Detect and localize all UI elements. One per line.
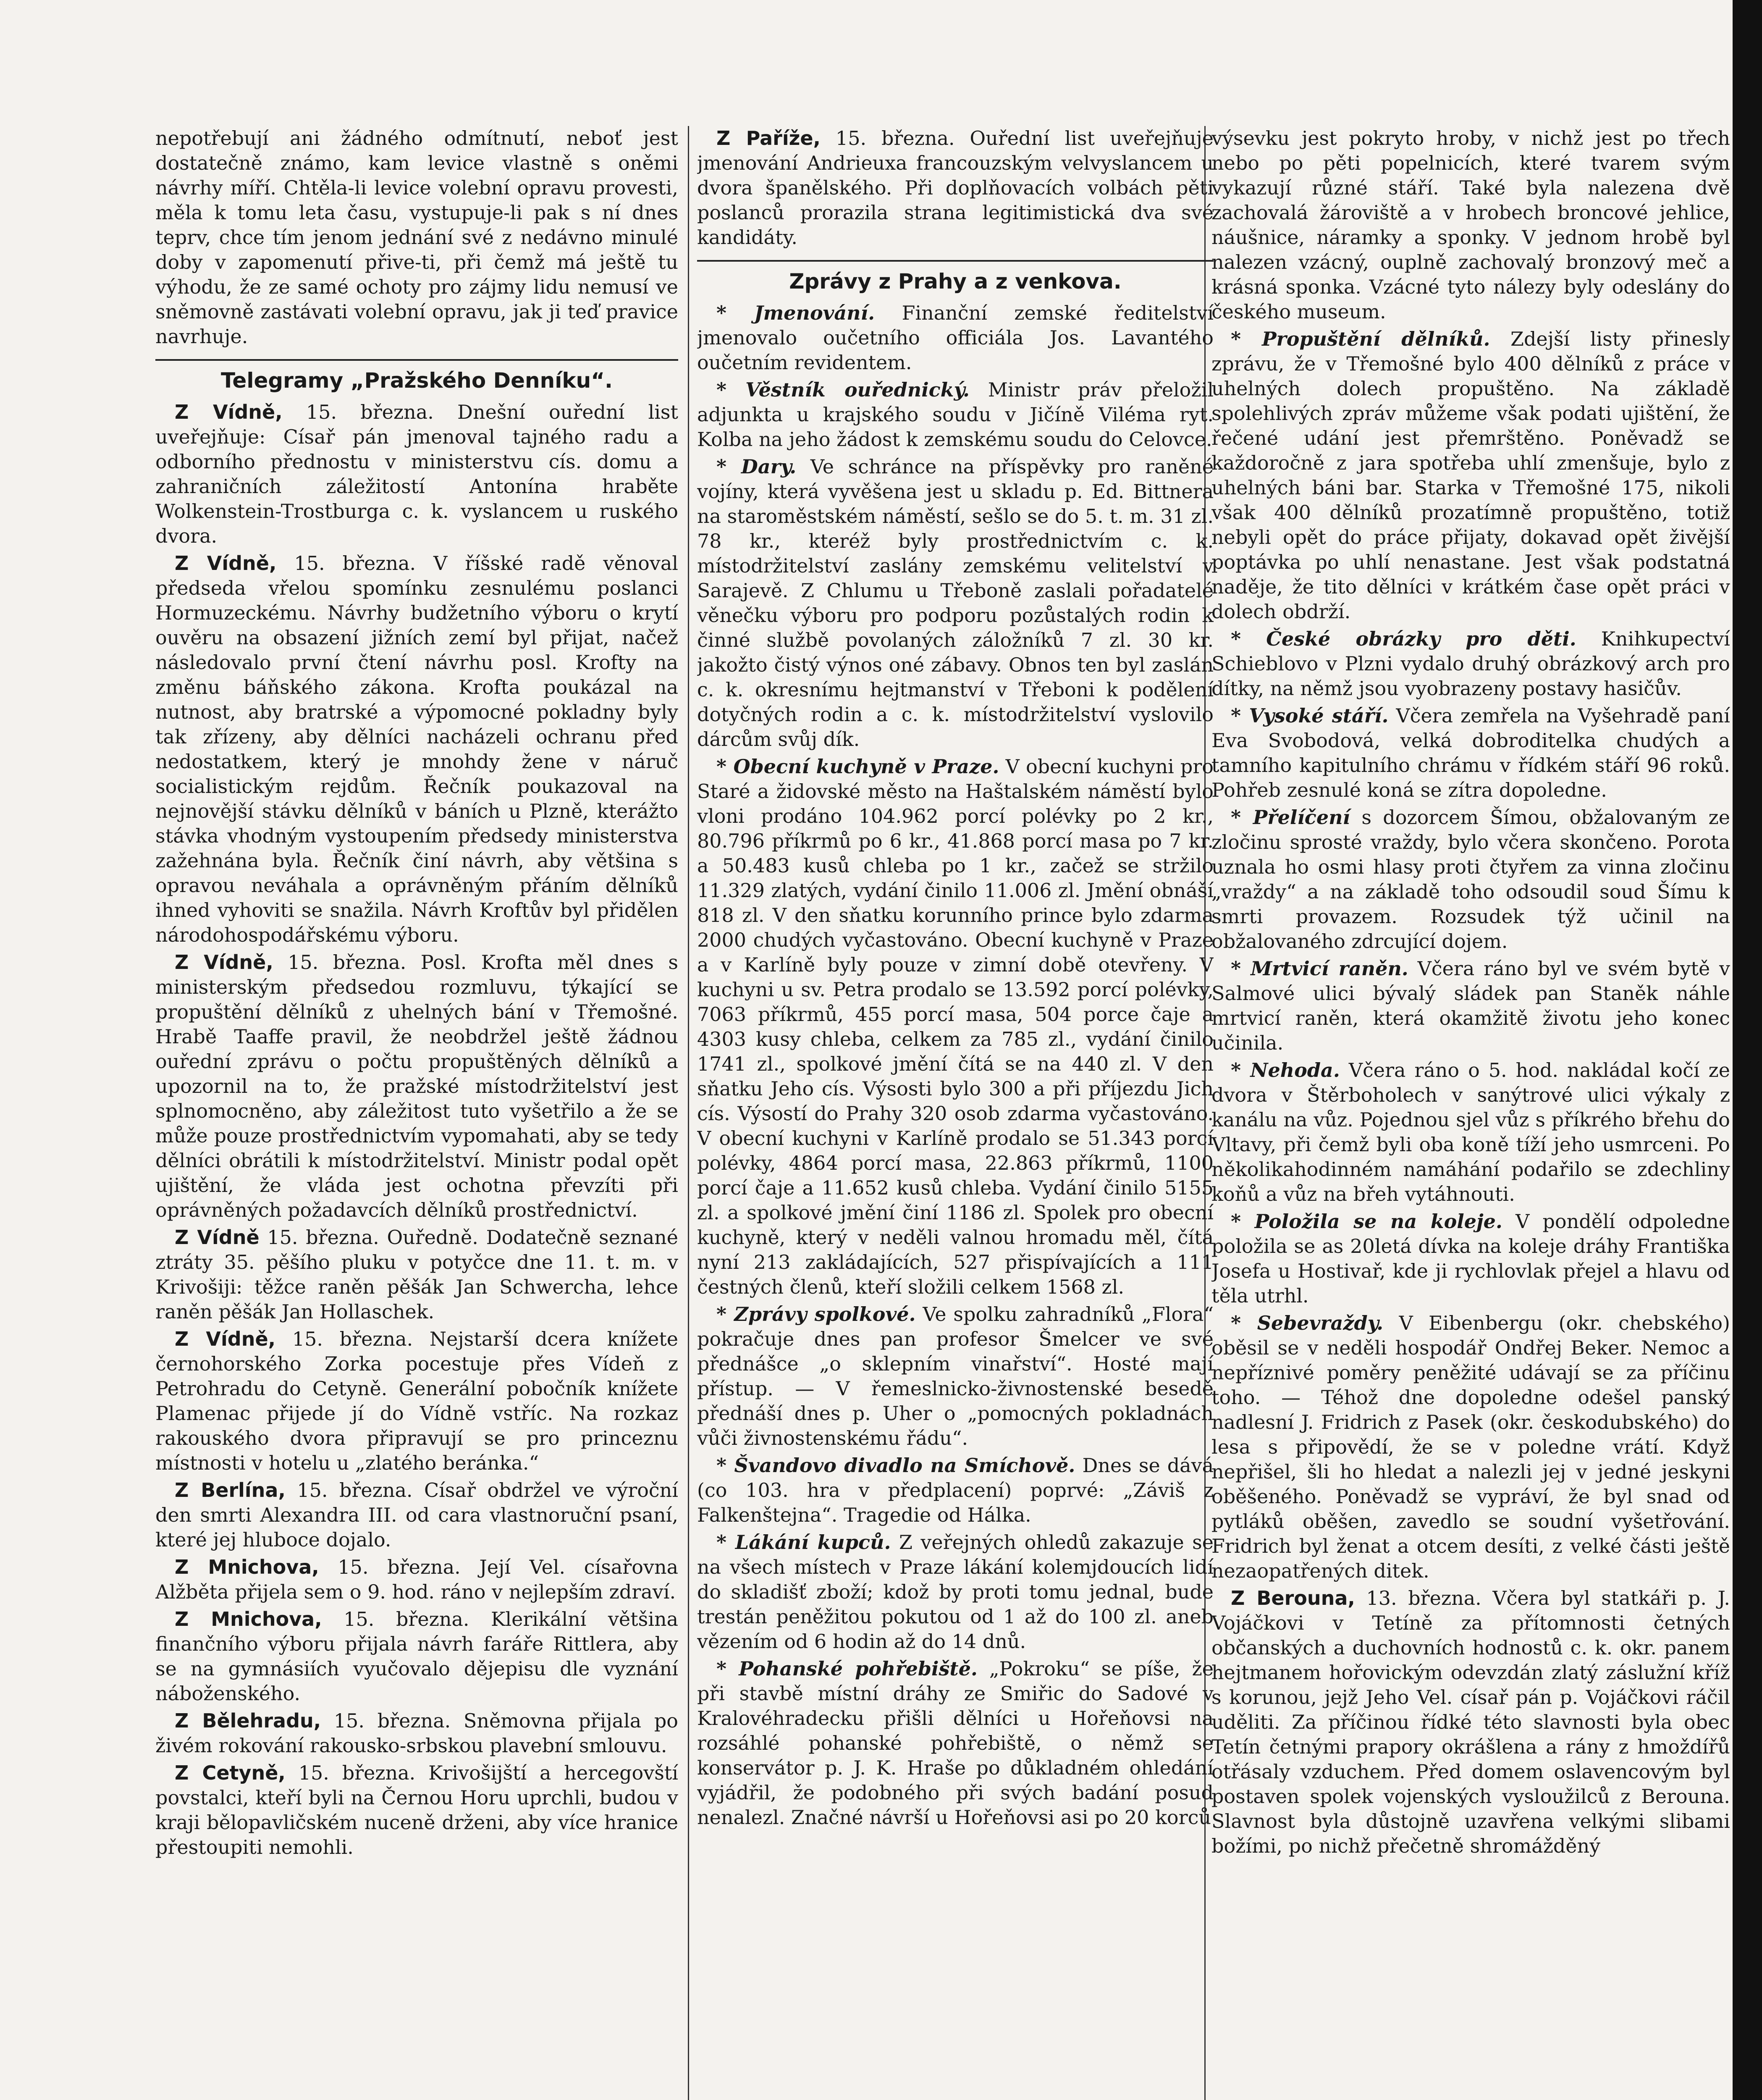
news-item bbox=[155, 1709, 678, 1758]
news-item bbox=[697, 1656, 1214, 1830]
item-keyword: * Věstník ouřednický. bbox=[716, 378, 970, 401]
item-keyword: * Sebevraždy. bbox=[1231, 1312, 1384, 1334]
item-text: 15. března. Krivošijští a hercegovští povstalci, kteří byli na Černou Horu uprchli, budou v kraji bělopavličském nuceně drženi, aby více hranice přestoupiti nemohli. bbox=[155, 1761, 678, 1858]
intro-paragraph: výsevku jest pokryto hroby, v nichž jest po třech nebo po pěti popelnicích, které tvarem svým vykazují různé stáří. Také byla nalezena dvě zachovalá žároviště a v hrobech broncové jehlice, náušnice, náramky a sponky. V jednom hrobě byl nalezen vzácný, ouplně zachovalý bronzový meč a krásná sponka. Vzácné tyto nálezy byly odeslány do českého museum. bbox=[1211, 127, 1730, 323]
news-item bbox=[155, 400, 678, 549]
column-3 bbox=[1211, 126, 1730, 2100]
item-keyword: * Jmenování. bbox=[716, 302, 875, 324]
news-item bbox=[697, 1530, 1214, 1654]
news-item bbox=[1211, 1586, 1730, 1858]
dateline: Z Berouna, bbox=[1231, 1587, 1355, 1609]
item-text: Ministr práv přeložil adjunkta u krajského soudu v Jičíně Viléma ryt. Kolba na jeho žádost k zemskému soudu do Celovce. bbox=[697, 378, 1214, 451]
item-keyword: * Mrtvicí raněn. bbox=[1231, 957, 1408, 980]
item-keyword: * České obrázky pro děti. bbox=[1231, 627, 1576, 650]
news-item bbox=[1211, 805, 1730, 954]
item-text: Včera ráno o 5. hod. nakládal kočí ze dvora v Štěrboholech v sanýtrové ulici výkaly z kanálu na vůz. Pojednou sjel vůz s příkrého břehu do Vltavy, při čemž byli oba koně tíží jeho usmrceni. Po několikahodinném namáhání podařilo se zdechliny koňů a vůz na břeh vytáhnouti. bbox=[1211, 1059, 1730, 1205]
news-item bbox=[697, 1453, 1214, 1528]
item-text: 15. března. Nejstarší dcera knížete černohorského Zorka pocestuje přes Vídeň z Petrohradu do Cetyně. Generální pobočník knížete Plamenac přijede jí do Vídně vstříc. Na rozkaz rakouského dvora připravují se pro princeznu místnosti v hotelu u „zlatého beránka.“ bbox=[155, 1328, 678, 1474]
item-text: Z veřejných ohledů zakazuje se na všech místech v Praze lákání kolemjdoucích lidí do skladišť zboží; kdož by proti tomu jednal, bude trestán peněžitou pokutou od 1 až do 100 zl. aneb vězením od 6 hodin až do 14 dnů. bbox=[697, 1531, 1214, 1653]
news-item bbox=[697, 754, 1214, 1299]
item-text: 15. března. Sněmovna přijala po živém rokování rakousko-srbskou plavební smlouvu. bbox=[155, 1709, 678, 1757]
news-item bbox=[155, 1327, 678, 1475]
item-keyword: * Pohanské pohřebiště. bbox=[716, 1657, 978, 1680]
dateline: Z Vídně, bbox=[175, 951, 273, 974]
news-item bbox=[155, 950, 678, 1223]
news-item bbox=[1211, 327, 1730, 624]
item-text: 15. března. Císař obdržel ve výroční den smrti Alexandra III. od cara vlastnoruční psaní, které jej hluboce dojalo. bbox=[155, 1479, 678, 1551]
item-text: 15. března. Její Vel. císařovna Alžběta přijela sem o 9. hod. ráno v nejlepším zdraví. bbox=[155, 1556, 678, 1603]
item-keyword: * Dary. bbox=[716, 455, 797, 478]
news-item bbox=[697, 126, 1214, 250]
item-text: 15. března. Posl. Krofta měl dnes s ministerským předsedou rozmluvu, týkající se propuštění dělníků z uhelných bání v Třemošné. Hrabě Taaffe pravil, že neobdržel ještě žádnou ouřední zprávu o počtu propuštěných dělníků a upozornil na to, že pražské místodržitelství jest splnomocněno, aby záležitost tuto vyšetřilo a že se může pouze prostřednictvím vypomahati, aby se tedy dělníci obrátili k místodržitelství. Ministr podal opět ujištění, že vláda jest ochotna převzíti při oprávněných požadavcích dělníků prostřednictví. bbox=[155, 951, 678, 1221]
item-keyword: * Nehoda. bbox=[1231, 1059, 1340, 1082]
item-text: 15. března. Ouřední list uveřejňuje jmenování Andrieuxa francouzským velvyslancem u dvora španělského. Při doplňovacích volbách pěti poslanců prorazila strana legitimistická dva své kandidáty. bbox=[697, 127, 1214, 249]
item-text: 15. března. V říšské radě věnoval předseda vřelou spomínku zesnulému poslanci Hormuzeckému. Návrhy budžetního výboru o krytí ouvěru na obsazení jižních zemí byl přijat, načež následovalo první čtení návrhu posl. Krofty na změnu báňského zákona. Krofta poukázal na nutnost, aby bratrské a výpomocné pokladny byly tak zřízeny, aby dělníci nacházeli ochranu před nedostatkem, který je mnohdy žene v náruč socialistickým rejdům. Řečník poukazoval na nejnovější stávku dělníků v báních u Plzně, kterážto stávka vhodným vystoupením předsedy ministerstva zažehnána byla. Řečník činí návrh, aby většina s opravou neváhala a oprávněným přáním dělníků ihned vyhoviti se snažila. Návrh Kroftův byl přidělen národohospodářskému výboru. bbox=[155, 552, 678, 946]
news-item bbox=[155, 1225, 678, 1324]
item-text: V Eibenbergu (okr. chebského) oběsil se v neděli hospodář Ondřej Beker. Nemoc a nepříznivé poměry peněžité udávají se za příčinu toho. — Téhož dne dopoledne odešel panský nadlesní J. Fridrich z Pasek (okr. českodubského) do lesa s připovědí, že se v poledne vrátí. Když nepřišel, šli ho hledat a nalezli jej v jedné jeskyni oběšeného. Poněvadž se vypráví, že byl snad od pytláků oběšen, zavedlo se soudní vyšetřování. Fridrich byl ženat a otcem desíti, z velké části ještě nezaopatřených ditek. bbox=[1211, 1312, 1730, 1582]
item-keyword: * Švandovo divadlo na Smíchově. bbox=[716, 1454, 1075, 1477]
intro-paragraph: nepotřebují ani žádného odmítnutí, neboť jest dostatečně známo, kam levice vlastně s oněmi návrhy míří. Chtěla-li levice volební opravu provesti, měla k tomu leta času, vystupuje-li pak s ní dnes teprv, chce tím jenom jednání své z nedávno minulé doby v zapomenutí přive-ti, při čemž má ještě tu výhodu, že ze samé ochoty pro zájmy lidu nemusí ve sněmovně zastávati volební opravu, jak ji teď pravice navrhuje. bbox=[155, 127, 678, 348]
dateline: Z Mnichova, bbox=[175, 1608, 322, 1630]
dateline: Z Vídně, bbox=[175, 401, 283, 423]
item-text: s dozorcem Šímou, obžalovaným ze zločinu sprosté vraždy, bylo včera skončeno. Porota uznala ho osmi hlasy proti čtyřem za vinna zločinu „vraždy“ a na základě toho odsoudil soud Šímu k smrti provazem. Rozsudek týž učinil na obžalovaného zdrcující dojem. bbox=[1211, 806, 1730, 953]
dateline: Z Berlína, bbox=[175, 1479, 286, 1502]
news-item bbox=[155, 1761, 678, 1860]
item-text: Dnes se dává (co 103. hra v předplacení) poprvé: „Záviš z Falkenštejna“. Tragedie od Hálka. bbox=[697, 1454, 1214, 1526]
news-item bbox=[1211, 1311, 1730, 1583]
dateline: Z Vídně, bbox=[175, 552, 277, 575]
column-1 bbox=[155, 126, 678, 2100]
news-item bbox=[697, 301, 1214, 375]
item-text: 15. března. Dnešní ouřední list uveřejňuje: Císař pán jmenoval tajného radu a odborního přednostu v ministerstvu cís. domu a zahraničních záležitostí Antonína hraběte Wolkenstein-Trostburga c. k. vyslancem u ruského dvora. bbox=[155, 401, 678, 547]
dateline: Z Mnichova, bbox=[175, 1556, 319, 1578]
item-keyword: * Položila se na koleje. bbox=[1231, 1210, 1502, 1233]
column-rule bbox=[688, 126, 689, 2100]
dateline: Z Paříže, bbox=[716, 127, 821, 150]
item-text: „Pokroku“ se píše, že při stavbě místní dráhy ze Smiřic do Sadové v Kralovéhradecku přišli dělníci u Hořeňovsi na rozsáhlé pohanské pohřebiště, o němž se konservátor p. J. K. Hraše po důkladném ohledání vyjádřil, že podobného při svých badání posud nenalezl. Značné návrší u Hořeňovsi asi po 20 korců bbox=[697, 1657, 1214, 1829]
news-item bbox=[697, 1302, 1214, 1451]
column-2 bbox=[697, 126, 1214, 2100]
news-item bbox=[155, 551, 678, 948]
item-text: Zdejší listy přinesly zprávu, že v Třemošné bylo 400 dělníků z práce v uhelných dolech propuštěno. Na základě spolehlivých zpráv můžeme však podati ujištění, že řečené udání jest přemrštěno. Poněvadž se každoročně z jara spotřeba uhlí zmenšuje, bylo z uhelných báni bar. Starka v Třemošné 175, nikoli však 400 dělníků prozatímně propuštěno, totiž nebyli opět do práce přijaty, dokavad opět živější poptávka po uhlí nenastane. Jest však podstatná naděje, že tito dělníci v krátkém čase opět práci v dolech obdrží. bbox=[1211, 328, 1730, 623]
dateline: Z Cetyně, bbox=[175, 1761, 286, 1784]
news-item bbox=[155, 1607, 678, 1706]
scan-edge bbox=[1733, 0, 1762, 2100]
item-text: Včera ráno byl ve svém bytě v Salmové ulici bývalý sládek pan Staněk náhle mrtvicí raněn, která okamžitě životu jeho konec učinila. bbox=[1211, 957, 1730, 1054]
item-text: Včera zemřela na Vyšehradě paní Eva Svobodová, velká dobroditelka chudých a tamního kapitulního chrámu v řídkém stáří 96 roků. Pohřeb zesnulé koná se zítra dopoledne. bbox=[1211, 704, 1730, 801]
item-keyword: * Zprávy spolkové. bbox=[716, 1303, 916, 1326]
dateline: Z Bělehradu, bbox=[175, 1709, 321, 1732]
item-keyword: * Lákání kupců. bbox=[716, 1531, 891, 1554]
news-item bbox=[697, 378, 1214, 452]
news-item bbox=[697, 454, 1214, 752]
item-text: 15. března. Ouředně. Dodatečně seznané ztráty 35. pěšího pluku v potyčce dne 11. t. m. v Krivošiji: těžce raněn pěšák Jan Schwercha, lehce raněn pěšák Jan Hollaschek. bbox=[155, 1226, 678, 1323]
item-keyword: * Vysoké stáří. bbox=[1231, 704, 1389, 727]
news-item bbox=[1211, 956, 1730, 1055]
item-keyword: * Propuštění dělníků. bbox=[1231, 328, 1490, 350]
section-heading: Telegramy „Pražského Denníku“. bbox=[155, 359, 678, 393]
news-item bbox=[1211, 704, 1730, 803]
dateline: Z Vídně, bbox=[175, 1328, 276, 1350]
item-text: Ve spolku zahradníků „Flora“ pokračuje dnes pan profesor Šmelcer ve své přednášce „o sklepním vinařství“. Hosté mají přístup. — V řemeslnicko-živnostenské besedě přednáší dnes p. Uher o „pomocných pokladnách vůči živnostenskému řádu“. bbox=[697, 1303, 1214, 1449]
section-heading: Zprávy z Prahy a z venkova. bbox=[697, 260, 1214, 294]
item-keyword: * Obecní kuchyně v Praze. bbox=[716, 755, 999, 778]
news-item bbox=[1211, 1209, 1730, 1308]
item-text: Ve schránce na příspěvky pro raněné vojíny, která vyvěšena jest u skladu p. Ed. Bittnera na staroměstském náměstí, sešlo se do 5. t. m. 31 zl. 78 kr., kteréž byly prostřednictvím c. k. místodržitelství zaslány zemskému velitelství v Sarajevě. Z Chlumu u Třeboně zaslali pořadatelé věnečku výboru pro podporu pozůstalých rodin k činné službě povolaných záložníků 7 zl. 30 kr. jakožto čistý výnos oné zábavy. Obnos ten byl zaslán c. k. okresnímu hejtmanství v Třeboni k podělení dotyčných rodin a c. k. místodržitelství vyslovilo dárcům svůj dík. bbox=[697, 455, 1214, 751]
news-item bbox=[155, 1478, 678, 1552]
dateline: Z Vídně bbox=[175, 1226, 260, 1249]
item-text: 15. března. Klerikální většina finančního výboru přijala návrh faráře Rittlera, aby se na gymnásiích vyučovalo dějepisu dle vyznání náboženského. bbox=[155, 1608, 678, 1705]
item-text: V pondělí odpoledne položila se as 20letá dívka na koleje dráhy Františka Josefa u Hostivař, kde ji rychlovlak přejel a hlavu od těla utrhl. bbox=[1211, 1210, 1730, 1307]
item-text: 13. března. Včera byl statkáři p. J. Vojáčkovi v Tetíně za přítomnosti četných občanských a duchovních hodnostů c. k. okr. panem hejtmanem hořovickým odevzdán zlatý záslužní kříž s korunou, jejž Jeho Vel. císař pán p. Vojáčkovi ráčil uděliti. Za příčinou řídké této slavnosti byla obec Tetín četnými prapory okrášlena a rány z hmoždířů otřásaly vzduchem. Před domem oslavencovým byl postaven spolek vojenských vysloužilců z Berouna. Slavnost byla důstojně uzavřena velkými slibami božími, po nichž přečetně shromážděný bbox=[1211, 1587, 1730, 1857]
news-item bbox=[1211, 1058, 1730, 1207]
item-text: V obecní kuchyni pro Staré a židovské město na Haštalském náměstí bylo vloni prodáno 104.962 porcí polévky po 2 kr., 80.796 příkrmů po 6 kr., 41.868 porcí masa po 7 kr. a 50.483 kusů chleba po 1 kr., začež se stržilo 11.329 zlatých, vydání činilo 11.006 zl. Jmění obnáší 818 zl. V den sňatku korunního prince bylo zdarma 2000 chudých vyčastováno. Obecní kuchyně v Praze a v Karlíně byly pouze v zimní době otevřeny. V kuchyni u sv. Petra prodalo se 13.592 porcí polévky, 7063 příkrmů, 455 porcí masa, 504 porce čaje a 4303 kusy chleba, celkem za 785 zl., vydání činilo 1741 zl., spolkové jmění čítá se na 440 zl. V den sňatku Jeho cís. Výsosti bylo 300 a při příjezdu Jich cís. Výsostí do Prahy 320 osob zdarma vyčastováno. V obecní kuchyni v Karlíně prodalo se 51.343 porcí polévky, 4864 porcí masa, 22.863 příkrmů, 1100 porcí čaje a 11.652 kusů chleba. Vydání činilo 5155 zl. a spolkové jmění činí 1186 zl. Spolek pro obecní kuchyně, který v neděli valnou hromadu měl, čítá nyní 213 zakládajících, 527 přispívajících a 111 čestných členů, kteří složili celkem 1568 zl. bbox=[697, 755, 1214, 1298]
item-text: Finanční zemské ředitelství jmenovalo oučetního officiála Jos. Lavantého oučetním revidentem. bbox=[697, 302, 1214, 374]
item-keyword: * Přelíčení bbox=[1231, 806, 1350, 829]
news-item bbox=[1211, 627, 1730, 701]
item-text: Knihkupectví Schieblovo v Plzni vydalo druhý obrázkový arch pro dítky, na němž jsou vyobrazeny postavy hasičův. bbox=[1211, 627, 1730, 700]
news-item bbox=[155, 1555, 678, 1604]
